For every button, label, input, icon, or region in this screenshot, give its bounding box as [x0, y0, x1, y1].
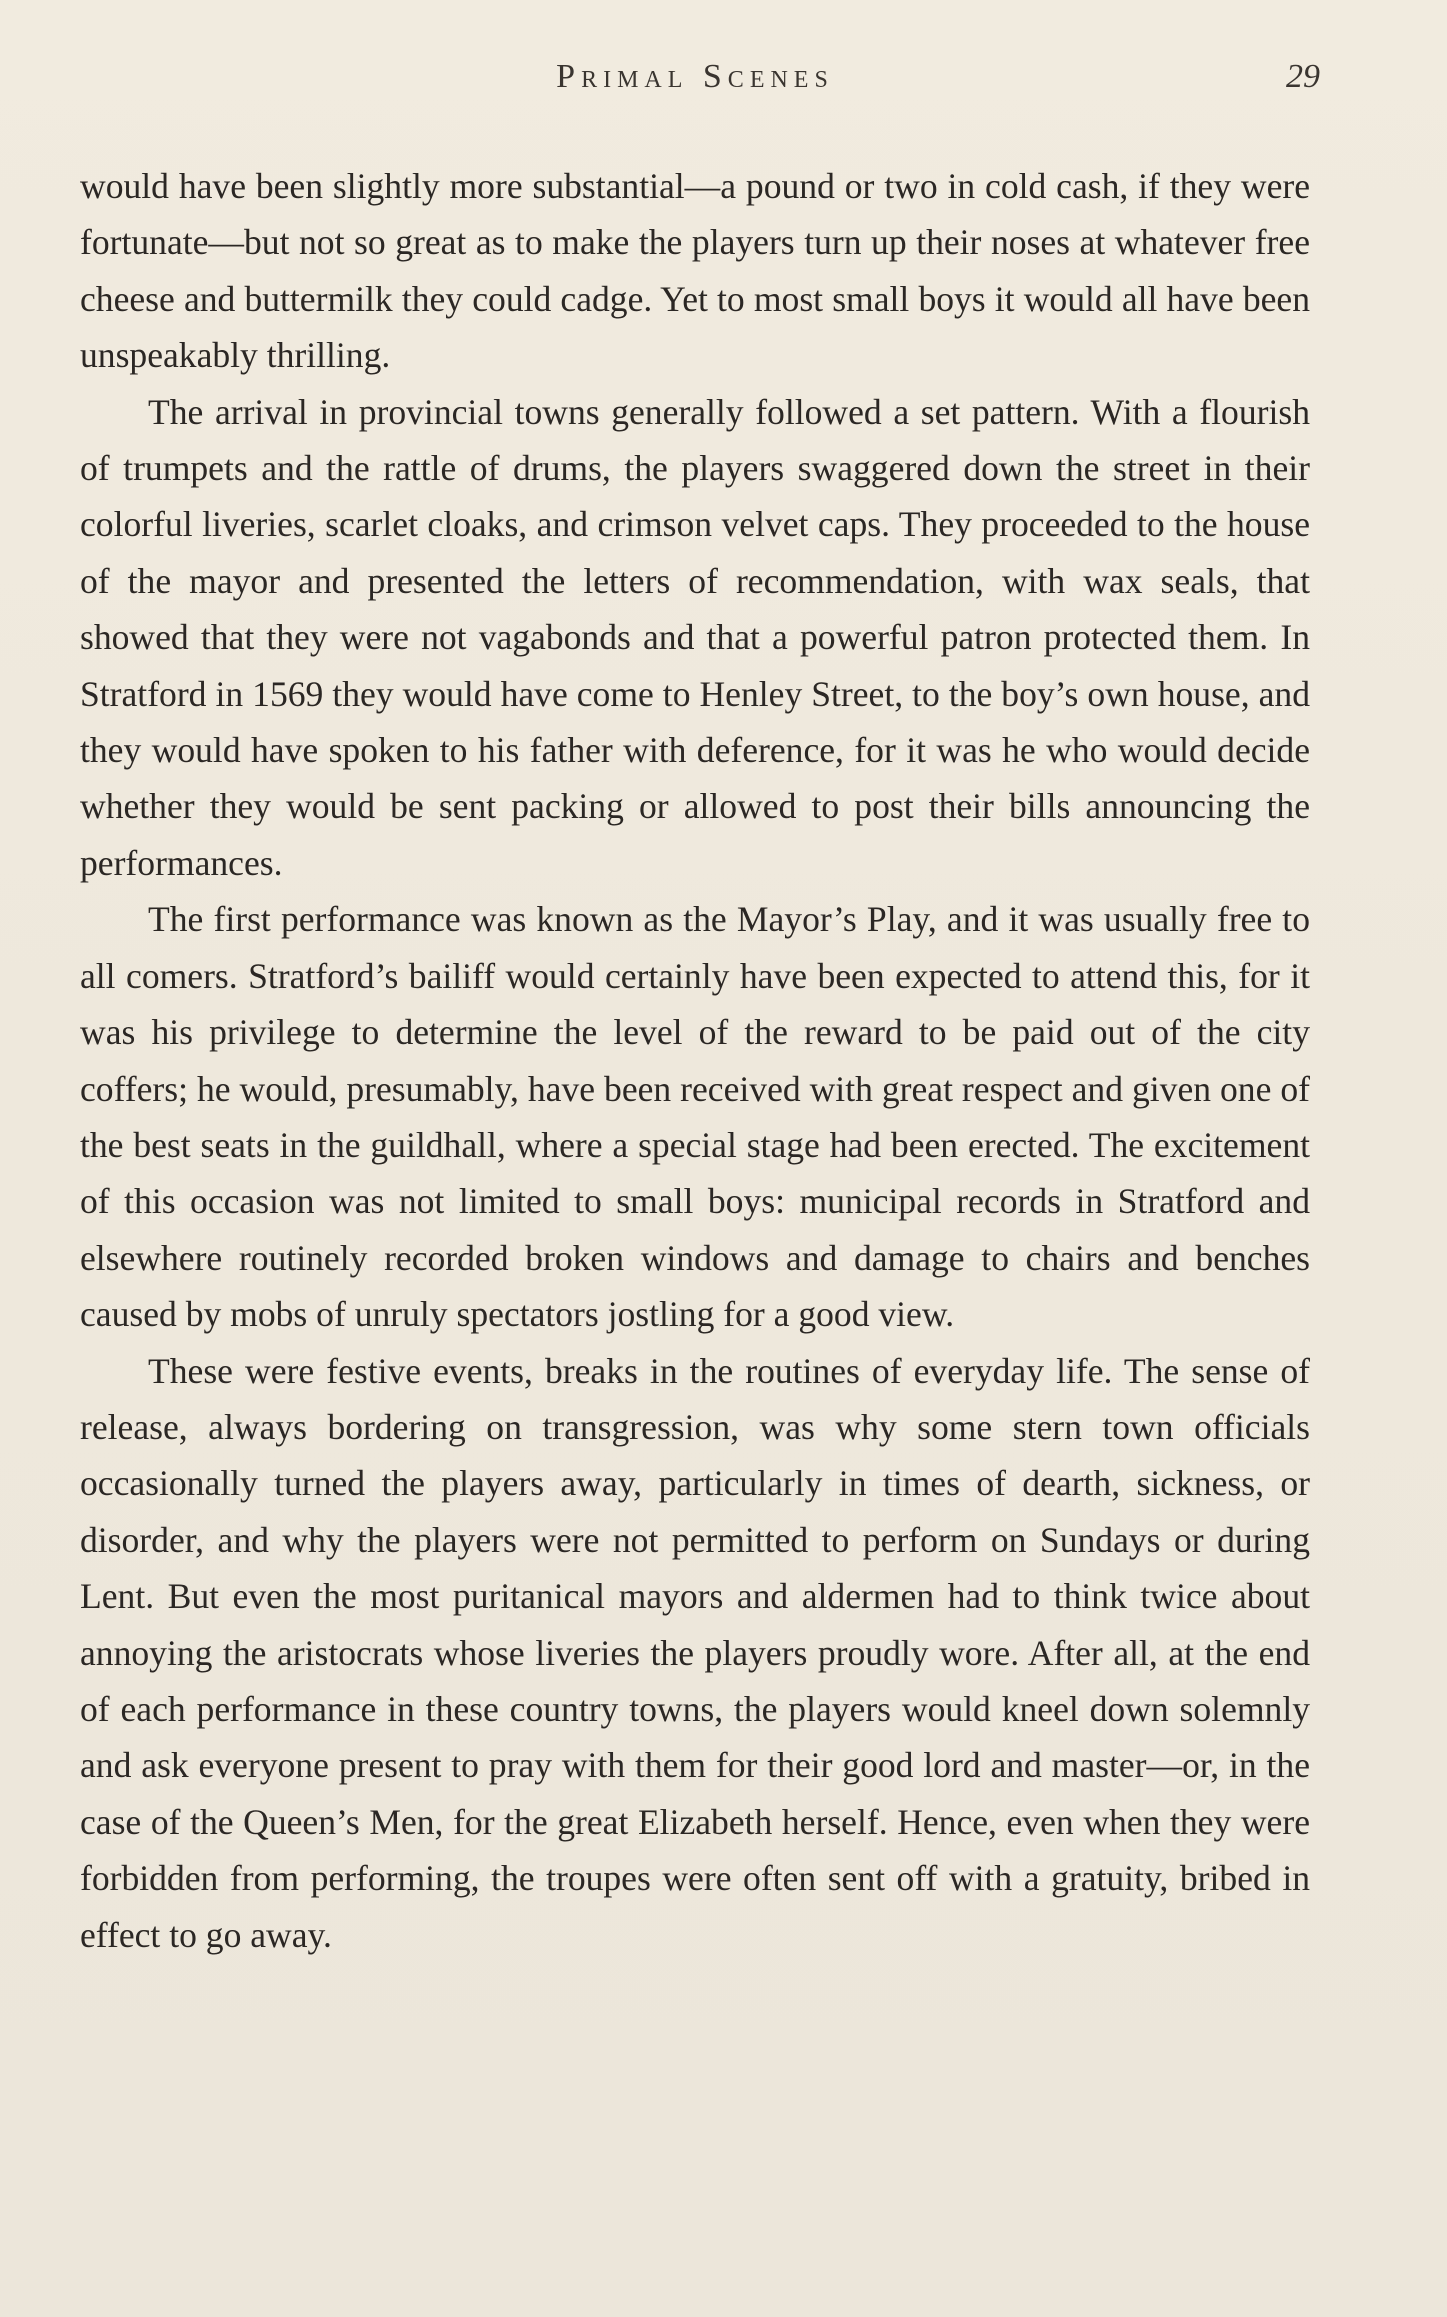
paragraph-continued: would have been slightly more substantial—a pound or two in cold cash, if they were fortunate—but not so great as to make the players turn up their noses at whatever free cheese and buttermilk they could cadge. Yet to most small boys it would all have been unspeakably thrilling. — [80, 166, 1310, 376]
running-title: Primal Scenes — [556, 58, 834, 95]
page-number: 29 — [1286, 58, 1320, 95]
paragraph: These were festive events, breaks in the routines of everyday life. The sense of release, always bordering on transgression, was why some stern town officials occasionally turned the players away, particularly in times of dearth, sickness, or disorder, and why the players were not permitted to perform on Sundays or during Lent. But even the most puritanical mayors and aldermen had to think twice about annoying the aristocrats whose liveries the players proudly wore. After all, at the end of each performance in these country towns, the players would kneel down solemnly and ask everyone present to pray with them for their good lord and master—or, in the case of the Queen’s Men, for the great Elizabeth herself. Hence, even when they were forbidden from performing, the troupes were often sent off with a gratuity, bribed in effect to go away. — [80, 1350, 1310, 1955]
paragraph: The first performance was known as the Mayor’s Play, and it was usually free to all comers. Stratford’s bailiff would certainly have been expected to attend this, for it was his privilege to determine the level of the reward to be paid out of the city coffers; he would, presumably, have been received with great respect and given one of the best seats in the guildhall, where a special stage had been erected. The excitement of this occasion was not limited to small boys: municipal records in Stratford and elsewhere routinely recorded broken windows and damage to chairs and benches caused by mobs of unruly spectators jostling for a good view. — [80, 899, 1310, 1335]
paragraph: The arrival in provincial towns generally followed a set pattern. With a flourish of trumpets and the rattle of drums, the players swaggered down the street in their colorful liveries, scarlet cloaks, and crimson velvet caps. They proceeded to the house of the mayor and presented the letters of recommendation, with wax seals, that showed that they were not vagabonds and that a powerful patron protected them. In Stratford in 1569 they would have come to Henley Street, to the boy’s own house, and they would have spoken to his father with deference, for it was he who would decide whether they would be sent packing or allowed to post their bills announcing the performances. — [80, 391, 1310, 883]
running-head — [80, 58, 1320, 108]
body-text — [80, 158, 1310, 1963]
